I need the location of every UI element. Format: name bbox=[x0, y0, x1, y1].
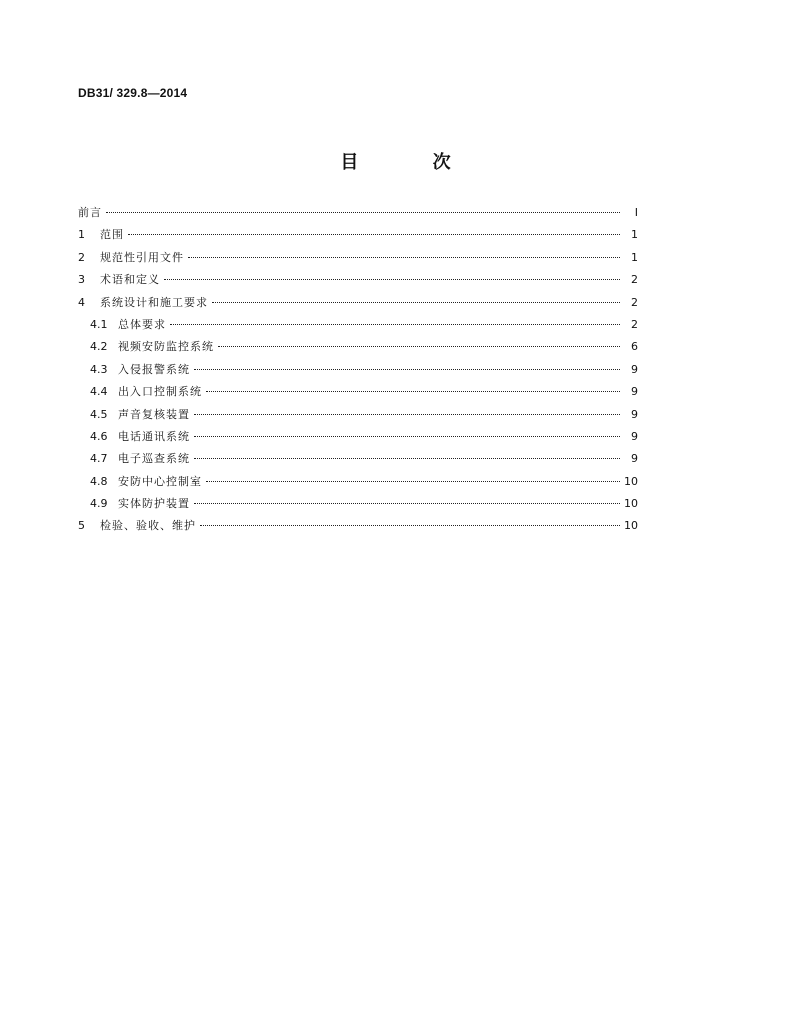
toc-entry-number: 4.2 bbox=[90, 340, 108, 354]
toc-entry-page: 9 bbox=[631, 452, 638, 466]
toc-entry-number: 4.9 bbox=[90, 497, 108, 511]
toc-entry-label: 范围 bbox=[100, 228, 124, 242]
toc-entry[interactable] bbox=[78, 473, 638, 495]
toc-leader-dots bbox=[194, 436, 620, 437]
toc-entry-number: 4.6 bbox=[90, 429, 108, 443]
table-of-contents bbox=[78, 204, 638, 540]
toc-entry-number: 4.5 bbox=[90, 407, 108, 421]
toc-entry[interactable] bbox=[78, 226, 638, 248]
toc-leader-dots bbox=[194, 503, 620, 504]
toc-entry[interactable] bbox=[78, 338, 638, 360]
toc-entry[interactable] bbox=[78, 383, 638, 405]
toc-entry-label: 出入口控制系统 bbox=[118, 385, 202, 399]
toc-entry-number: 4 bbox=[78, 295, 85, 309]
toc-entry-label: 电话通讯系统 bbox=[118, 429, 190, 443]
toc-leader-dots bbox=[106, 212, 620, 213]
toc-entry-label: 视频安防监控系统 bbox=[118, 340, 214, 354]
toc-entry-page: 9 bbox=[631, 407, 638, 421]
toc-leader-dots bbox=[206, 481, 620, 482]
toc-leader-dots bbox=[164, 279, 620, 280]
toc-leader-dots bbox=[170, 324, 620, 325]
toc-entry-label: 规范性引用文件 bbox=[100, 250, 184, 264]
toc-leader-dots bbox=[212, 302, 620, 303]
toc-entry[interactable] bbox=[78, 361, 638, 383]
toc-leader-dots bbox=[200, 525, 620, 526]
toc-entry-page: 2 bbox=[631, 273, 638, 287]
toc-entry-number: 4.4 bbox=[90, 385, 108, 399]
toc-entry-page: 10 bbox=[624, 497, 638, 511]
toc-leader-dots bbox=[188, 257, 620, 258]
toc-entry-page: 9 bbox=[631, 429, 638, 443]
page-title: 目 次 bbox=[340, 152, 485, 173]
toc-entry-number: 2 bbox=[78, 250, 85, 264]
toc-entry-page: I bbox=[634, 206, 638, 219]
toc-entry-label: 入侵报警系统 bbox=[118, 362, 190, 376]
toc-entry[interactable] bbox=[78, 406, 638, 428]
toc-entry-label: 检验、验收、维护 bbox=[100, 519, 196, 533]
toc-entry-label: 实体防护装置 bbox=[118, 497, 190, 511]
toc-entry-number: 1 bbox=[78, 228, 85, 242]
toc-entry-label: 系统设计和施工要求 bbox=[100, 295, 208, 309]
toc-leader-dots bbox=[206, 391, 620, 392]
toc-entry[interactable] bbox=[78, 517, 638, 539]
toc-entry-page: 2 bbox=[631, 295, 638, 309]
document-number: DB31/ 329.8—2014 bbox=[78, 86, 188, 100]
toc-leader-dots bbox=[128, 234, 620, 235]
toc-entry-label: 总体要求 bbox=[118, 317, 166, 331]
toc-entry-page: 9 bbox=[631, 385, 638, 399]
toc-entry-page: 2 bbox=[631, 317, 638, 331]
toc-entry-number: 5 bbox=[78, 519, 85, 533]
toc-leader-dots bbox=[194, 414, 620, 415]
toc-leader-dots bbox=[194, 458, 620, 459]
toc-entry-page: 10 bbox=[624, 474, 638, 488]
toc-entry-label: 前言 bbox=[78, 206, 102, 219]
toc-entry[interactable] bbox=[78, 249, 638, 271]
toc-leader-dots bbox=[218, 346, 620, 347]
toc-entry-page: 9 bbox=[631, 362, 638, 376]
toc-leader-dots bbox=[194, 369, 620, 370]
toc-entry[interactable] bbox=[78, 316, 638, 338]
toc-entry-label: 术语和定义 bbox=[100, 273, 160, 287]
toc-entry-label: 声音复核装置 bbox=[118, 407, 190, 421]
toc-entry-number: 3 bbox=[78, 273, 85, 287]
toc-entry-page: 10 bbox=[624, 519, 638, 533]
toc-entry-page: 1 bbox=[631, 228, 638, 242]
toc-entry[interactable] bbox=[78, 450, 638, 472]
toc-entry-label: 电子巡查系统 bbox=[118, 452, 190, 466]
toc-entry-number: 4.7 bbox=[90, 452, 108, 466]
toc-entry-page: 1 bbox=[631, 250, 638, 264]
toc-entry[interactable] bbox=[78, 428, 638, 450]
toc-entry-page: 6 bbox=[631, 340, 638, 354]
toc-entry-number: 4.3 bbox=[90, 362, 108, 376]
toc-entry[interactable] bbox=[78, 204, 638, 226]
toc-entry-number: 4.1 bbox=[90, 317, 108, 331]
toc-entry[interactable] bbox=[78, 495, 638, 517]
toc-entry[interactable] bbox=[78, 294, 638, 316]
toc-entry-label: 安防中心控制室 bbox=[118, 474, 202, 488]
toc-entry-number: 4.8 bbox=[90, 474, 108, 488]
toc-entry[interactable] bbox=[78, 271, 638, 293]
